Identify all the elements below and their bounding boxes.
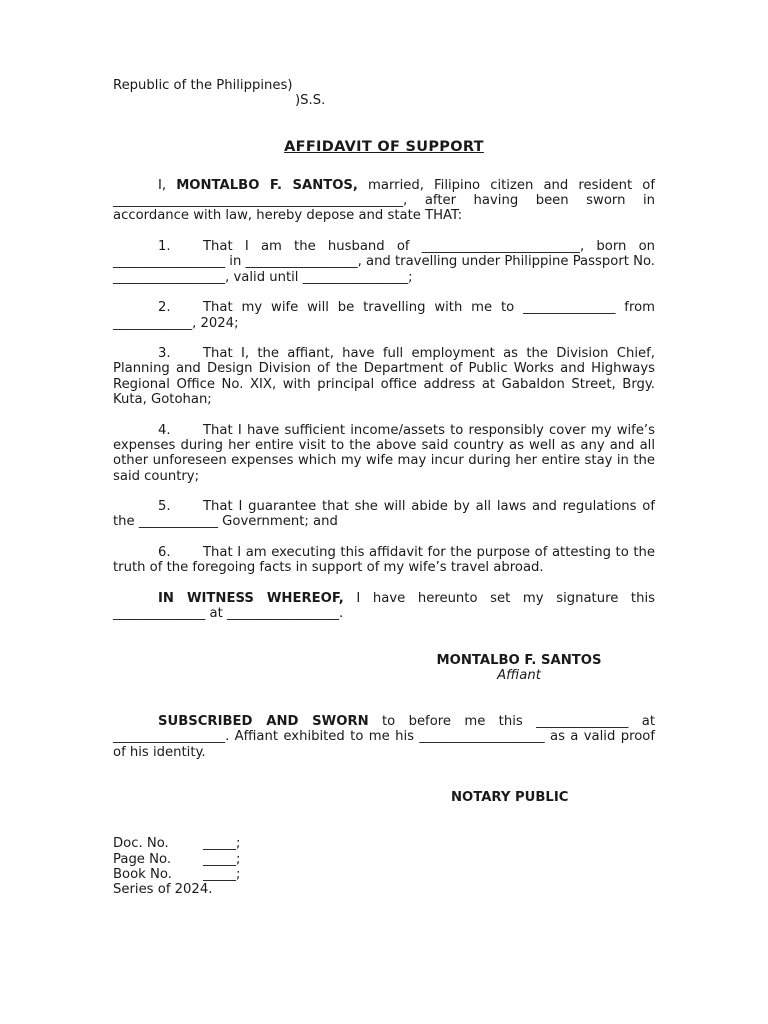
item-number: 5. [158,499,171,515]
item-3 [113,346,655,407]
item-text: That my wife will be travelling with me to ______________ from ____________, 2024; [113,300,655,331]
item-number: 3. [158,346,171,362]
intro-text: married, Filipino citizen and resident of ____________________________________________, after having been sworn in accordance with law, hereby depose and state THAT: [113,177,655,224]
item-text: That I am executing this affidavit for the purpose of attesting to the truth of the foregoing facts in support of my wife’s travel abroad. [113,545,655,576]
page-no-value: _____; [203,851,241,867]
doc-no-row [113,836,655,851]
header-republic: Republic of the Philippines) [113,78,293,93]
page-no-label: Page No. [113,851,172,867]
witness-paragraph [113,591,655,622]
book-no-row [113,867,655,882]
item-6 [113,545,655,576]
signature-block [113,653,655,684]
subscribed-paragraph [113,714,655,760]
item-4 [113,423,655,484]
item-number: 1. [158,239,171,255]
item-2 [113,300,655,331]
item-5 [113,499,655,530]
witness-heading: IN WITNESS WHEREOF, [158,590,344,606]
book-no-value: _____; [203,866,241,882]
intro-lead: I, [158,177,177,193]
item-number: 6. [158,545,171,561]
witness-text: I have hereunto set my signature this ______________ at _________________. [113,590,656,622]
subscribed-heading: SUBSCRIBED AND SWORN [158,714,369,730]
doc-numbers [113,836,655,897]
book-no-label: Book No. [113,866,172,882]
page-no-row [113,852,655,867]
doc-no-label: Doc. No. [113,836,169,852]
header-ss: )S.S. [295,93,326,109]
doc-no-value: _____; [203,836,241,852]
intro-paragraph [113,178,655,224]
document-title: AFFIDAVIT OF SUPPORT [284,138,484,155]
item-1 [113,239,655,285]
item-text: That I have sufficient income/assets to responsibly cover my wife’s expenses during her entire visit to the above said country as well as any and all other unforeseen expenses which my wife may incur during her entire stay in the said country; [113,422,655,484]
series-line: Series of 2024. [113,882,213,898]
affiant-name-intro: MONTALBO F. SANTOS, [176,177,358,193]
item-number: 4. [158,422,171,438]
item-number: 2. [158,300,171,316]
item-text: That I, the affiant, have full employment as the Division Chief, Planning and Design Division of the Department of Public Works and Highways Regional Office No. XIX, with principal office address at Gabaldon Street, Brgy. Kuta, Gotohan; [113,346,655,408]
subscribed-text: to before me this ______________ at _________________. Affiant exhibited to me his ___________________ as a valid proof of his identity. [113,714,655,760]
notary-public-label: NOTARY PUBLIC [451,789,569,805]
affidavit-document [113,78,655,897]
item-text: That I am the husband of ________________________, born on _________________ in _________________, and travelling under Philippine Passport No. _________________, valid until ________________; [113,239,655,285]
affiant-name: MONTALBO F. SANTOS [436,652,602,668]
affiant-role: Affiant [497,667,541,683]
item-text: That I guarantee that she will abide by all laws and regulations of the ____________ Government; and [113,499,655,530]
